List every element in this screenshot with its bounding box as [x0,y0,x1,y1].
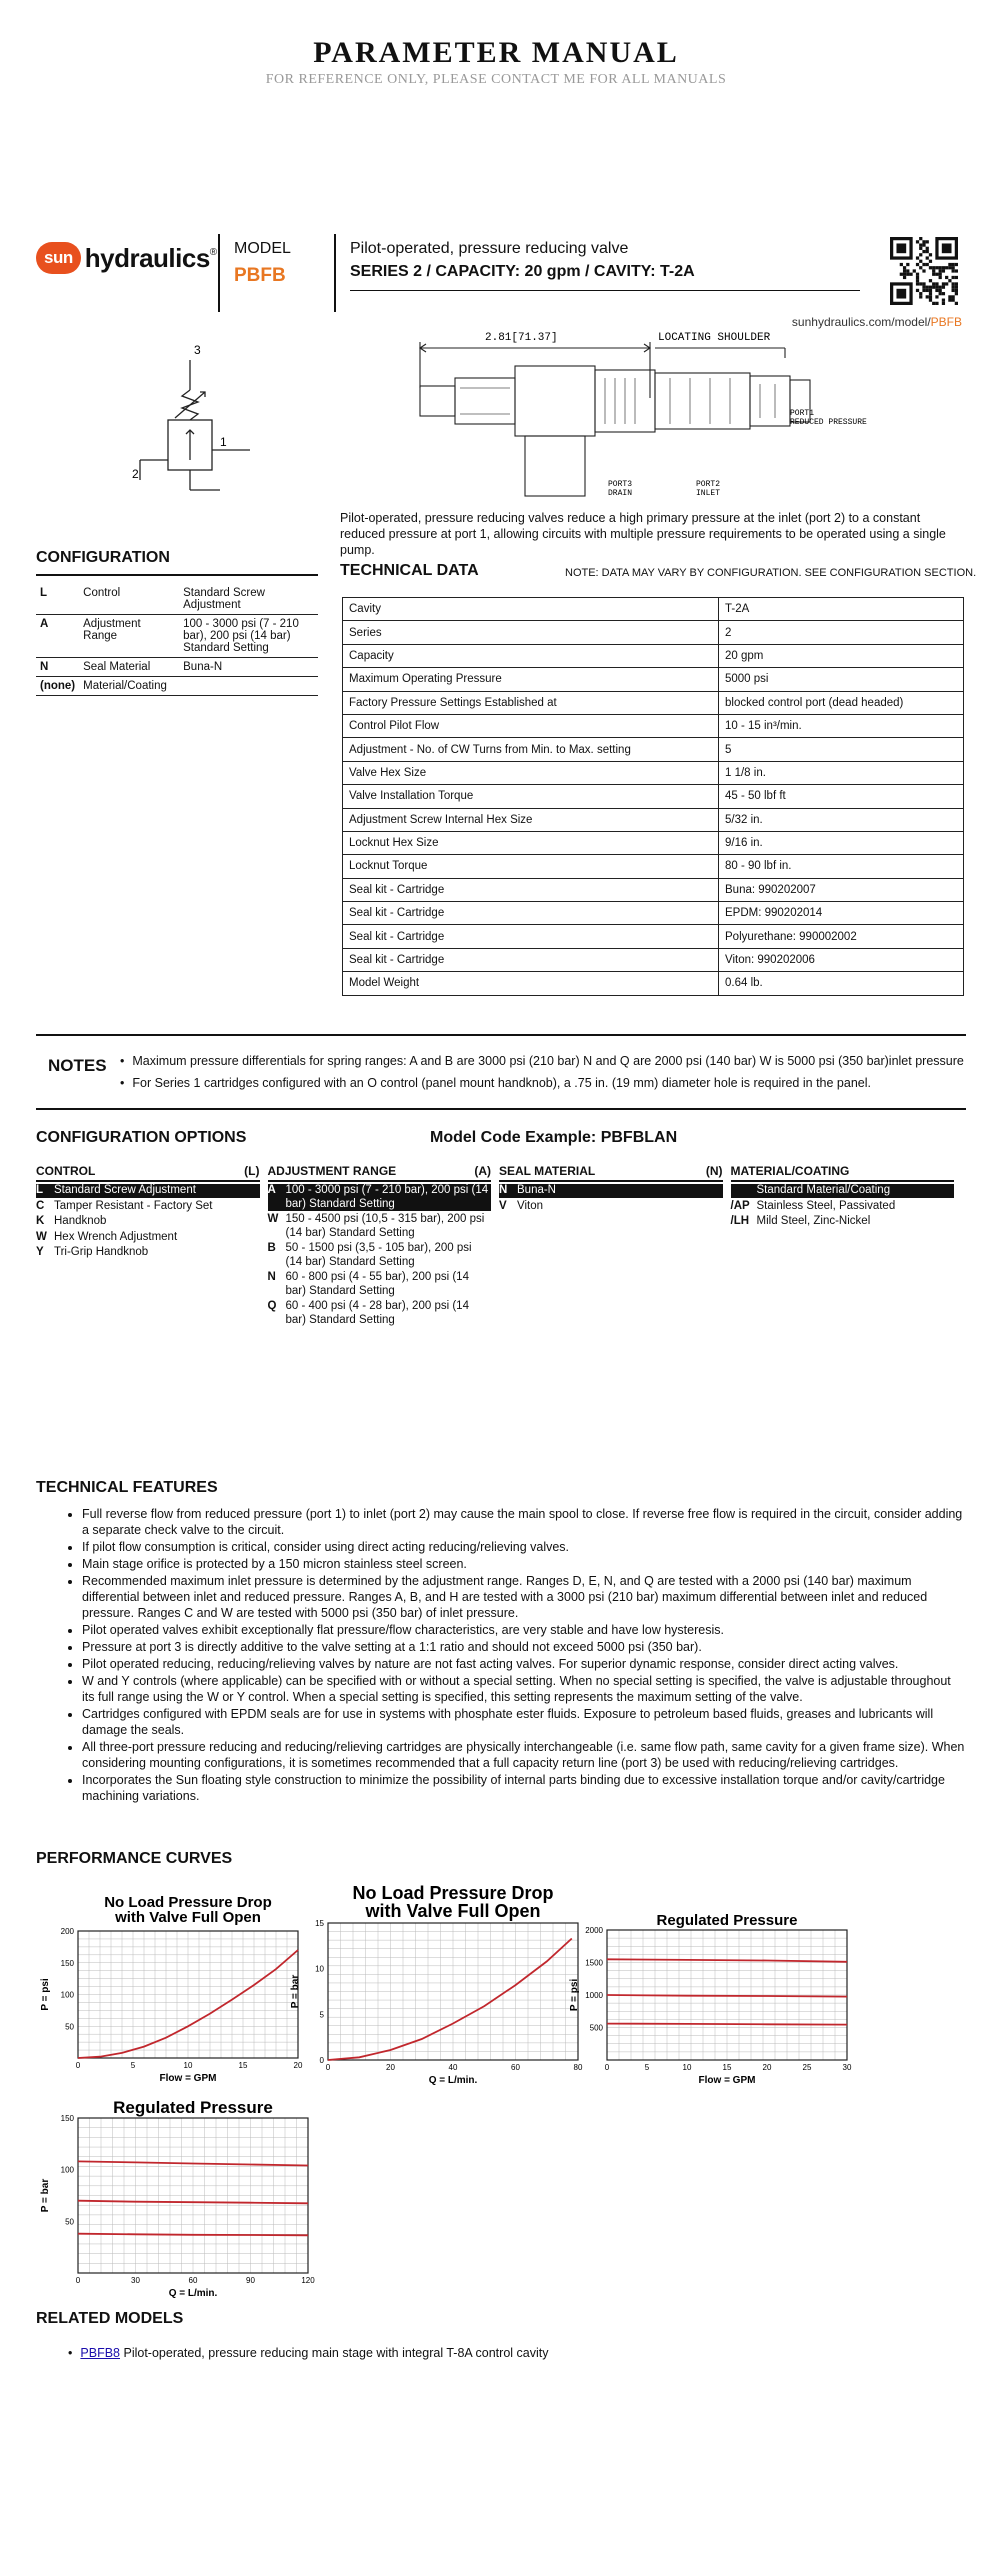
option-code: /AP [730,1199,750,1212]
technical-data-key: Control Pilot Flow [343,714,719,737]
y-tick-label: 50 [65,2217,74,2227]
technical-data-row [343,948,964,971]
config-option-title: ADJUSTMENT RANGE [267,1164,397,1178]
related-models [36,2310,548,2360]
x-tick-label: 30 [842,2063,852,2072]
technical-data-key: Series [343,621,719,644]
config-value: Buna-N [179,658,318,677]
feature-item: • If pilot flow consumption is critical, consider using direct acting reducing/relieving valves. [82,1539,966,1555]
y-tick-label: 10 [315,1964,324,1974]
config-option-column [36,1164,260,1327]
technical-data-value: 0.64 lb. [719,972,964,995]
config-name: Seal Material [79,658,179,677]
technical-data-value: Polyurethane: 990002002 [719,925,964,948]
symbol-port-3: 3 [194,343,201,357]
config-option-item [36,1200,260,1214]
configuration-row [36,584,318,615]
feature-item: • Incorporates the Sun floating style construction to minimize the possibility of internal parts binding due to excessive installation torque and/or cavity/cartridge machining variations. [82,1772,966,1804]
config-value: 100 - 3000 psi (7 - 210 bar), 200 psi (14 bar) Standard Setting [179,615,318,658]
technical-data-value: Buna: 990202007 [719,878,964,901]
x-tick-label: 0 [75,2061,81,2070]
related-model-text: Pilot-operated, pressure reducing main stage with integral T-8A control cavity [123,2346,549,2360]
option-text: Stainless Steel, Passivated [756,1199,896,1212]
divider [350,290,860,291]
config-option-title: CONTROL [36,1164,96,1178]
configuration-table [36,584,318,696]
x-tick-label: 10 [183,2061,193,2070]
config-option-column [731,1164,955,1327]
port2-sub: INLET [696,489,721,498]
x-axis-label: Q = L/min. [168,2288,218,2299]
x-tick-label: 0 [604,2063,610,2072]
note-item: • For Series 1 cartridges configured with an O control (panel mount handknob), a .75 in. (19 mm) diameter hole is required in the panel. [120,1072,964,1094]
y-tick-label: 2000 [585,1926,603,1935]
technical-data-key: Valve Installation Torque [343,785,719,808]
option-text: Buna-N [517,1184,556,1196]
config-option-item [36,1215,260,1229]
y-tick-label: 50 [65,2022,74,2032]
option-code: W [36,1230,47,1243]
x-tick-label: 0 [325,2063,331,2072]
option-text: Viton [517,1199,544,1212]
technical-data-key: Seal kit - Cartridge [343,902,719,925]
series-line [328,1939,572,2061]
x-tick-label: 20 [293,2061,303,2070]
config-option-header [36,1164,260,1182]
config-name: Control [79,584,179,615]
feature-item: • Pilot operated valves exhibit exceptionally flat pressure/flow characteristics, are very stable and have low hysteresis. [82,1622,966,1638]
x-tick-label: 60 [511,2063,520,2072]
port2-label: PORT2 [696,480,721,489]
y-tick-label: 100 [60,2165,74,2175]
technical-data-note: NOTE: DATA MAY VARY BY CONFIGURATION. SEE CONFIGURATION SECTION. [565,567,977,579]
page-title: PARAMETER MANUAL [313,36,679,69]
performance-chart [286,1885,586,2090]
logo-sun: sun [36,242,81,274]
technical-data-row [343,855,964,878]
chart-title: Regulated Pressure [656,1912,798,1929]
url-model: PBFB [930,315,962,329]
config-option-item [499,1200,723,1214]
config-name: Adjustment Range [79,615,179,658]
notes-list [120,1050,964,1094]
option-text: Standard Screw Adjustment [54,1184,196,1196]
option-code: W [267,1213,279,1225]
note-item: • Maximum pressure differentials for spring ranges: A and B are 3000 psi (210 bar) N and Q are 2000 psi (140 bar) W is 5000 psi (350 bar)inlet pressure [120,1050,964,1072]
option-text: Standard Material/Coating [756,1184,891,1196]
url-prefix: sunhydraulics.com/model/ [791,315,931,329]
option-text: 60 - 400 psi (4 - 28 bar), 200 psi (14 bar) Standard Setting [285,1300,469,1326]
product-description: Pilot-operated, pressure reducing valve [350,240,629,257]
config-option-item [268,1184,492,1211]
x-tick-label: 15 [722,2063,732,2072]
feature-item: • Main stage orifice is protected by a 150 micron stainless steel screen. [82,1556,966,1572]
qr-code-icon [890,236,958,306]
option-text: 50 - 1500 psi (3,5 - 105 bar), 200 psi (14 bar) Standard Setting [285,1242,472,1268]
technical-data-row [343,598,964,621]
x-tick-label: 40 [448,2063,458,2072]
intro-paragraph: Pilot-operated, pressure reducing valves reduce a high primary pressure at the inlet (port 2) to a constant reduced pressure at port 1, allowing circuits with multiple pressure requirements to be operated using a single pump. [340,511,946,557]
technical-data-row [343,621,964,644]
config-option-header [268,1164,492,1182]
config-option-item [268,1242,492,1269]
technical-data-key: Seal kit - Cartridge [343,878,719,901]
technical-data-key: Maximum Operating Pressure [343,668,719,691]
config-option-item [36,1246,260,1260]
related-models-title: RELATED MODELS [36,2310,184,2327]
config-code: (none) [36,677,79,696]
config-value: Standard Screw Adjustment [179,584,318,615]
page-subtitle: FOR REFERENCE ONLY, PLEASE CONTACT ME FOR ALL MANUALS [265,72,727,87]
technical-data-value: 5 [719,738,964,761]
y-axis-label: P = bar [40,2178,51,2213]
technical-features-list [82,1506,966,1804]
config-option-title: MATERIAL/COATING [730,1164,850,1178]
model-code-example: Model Code Example: PBFBLAN [430,1129,678,1146]
technical-data-row [343,831,964,854]
x-tick-label: 5 [130,2061,136,2070]
configuration-title: CONFIGURATION [36,549,170,566]
series-line [607,2024,847,2025]
logo-registered: ® [209,246,218,258]
technical-data-row [343,878,964,901]
y-tick-label: 1500 [585,1958,603,1968]
x-tick-label: 5 [644,2063,650,2072]
locating-shoulder-label: LOCATING SHOULDER [658,332,771,344]
divider [218,234,220,312]
x-tick-label: 20 [762,2063,772,2072]
option-text: 150 - 4500 psi (10,5 - 315 bar), 200 psi (14 bar) Standard Setting [285,1213,485,1239]
config-option-title: SEAL MATERIAL [499,1164,596,1178]
config-value [179,677,318,696]
config-options-columns [36,1164,954,1327]
performance-chart [36,1893,306,2088]
feature-item: • Full reverse flow from reduced pressure (port 1) to inlet (port 2) may cause the main spool to close. If reverse free flow is required in the circuit, consider adding a separate check valve to the circuit. [82,1506,966,1538]
config-option-item [268,1213,492,1240]
technical-data-row [343,902,964,925]
technical-data-value: 2 [719,621,964,644]
divider [36,1108,966,1110]
technical-data-row [343,714,964,737]
feature-item: • Recommended maximum inlet pressure is determined by the adjustment range. Ranges D, E, N, and Q are tested with a 2000 psi (140 bar) maximum differential between inlet and reduced pressure. Ranges A, B, and H are tested with a 3000 psi (210 bar) maximum differential between inlet and reduced pressure. Ranges C and W are tested with 5000 psi (350 bar) of inlet pressure. [82,1573,966,1621]
option-text: Handknob [54,1215,107,1227]
config-code: N [36,658,79,677]
config-option-code: (A) [474,1164,491,1178]
chart-title: No Load Pressure Drop with Valve Full Open [104,1894,272,1926]
technical-data-key: Seal kit - Cartridge [343,925,719,948]
feature-item: • W and Y controls (where applicable) can be specified with or without a special setting. When no special setting is specified, the valve is adjustable throughout its full range using the W or Y control. When a special setting is specified, this setting represents the maximum setting of the valve. [82,1673,966,1705]
sun-hydraulics-logo [36,242,217,274]
technical-data-row [343,972,964,995]
technical-data-key: Factory Pressure Settings Established at [343,691,719,714]
config-option-item [731,1200,955,1214]
option-code: Q [267,1300,277,1312]
option-text: Mild Steel, Zinc-Nickel [756,1215,871,1227]
option-code: C [36,1199,45,1212]
configuration-row [36,658,318,677]
technical-data-row [343,808,964,831]
config-options-title: CONFIGURATION OPTIONS [36,1129,247,1146]
technical-data-row [343,738,964,761]
y-axis-label: P = bar [290,1974,301,2009]
technical-data-key: Adjustment Screw Internal Hex Size [343,808,719,831]
technical-data-title: TECHNICAL DATA [340,562,479,579]
y-tick-label: 15 [315,1919,324,1928]
x-tick-label: 20 [386,2063,395,2072]
related-model-item: • PBFB8 Pilot-operated, pressure reducing main stage with integral T-8A control cavity [68,2346,549,2360]
option-text: Hex Wrench Adjustment [54,1230,178,1243]
technical-data-key: Model Weight [343,972,719,995]
technical-data-value: 5000 psi [719,668,964,691]
config-option-item [499,1184,723,1198]
y-tick-label: 0 [319,2056,324,2065]
x-tick-label: 80 [573,2063,583,2072]
model-label: MODEL [234,240,291,257]
x-tick-label: 10 [682,2063,692,2072]
performance-curves-title: PERFORMANCE CURVES [36,1850,233,1867]
technical-data-row [343,691,964,714]
config-option-header [499,1164,723,1182]
config-code: L [36,584,79,615]
config-option-item [731,1215,955,1229]
y-axis-label: P = psi [40,1978,51,2011]
option-code: N [499,1184,508,1196]
notes-title: NOTES [48,1056,107,1075]
x-axis-label: Q = L/min. [428,2075,478,2086]
technical-features-title: TECHNICAL FEATURES [36,1479,218,1496]
technical-features [36,1480,966,1805]
x-tick-label: 90 [246,2276,255,2285]
technical-data-row [343,761,964,784]
x-axis-label: Flow = GPM [698,2075,756,2086]
technical-data-table [342,597,964,996]
configuration-row [36,677,318,696]
performance-chart [36,2093,316,2303]
config-option-item [268,1300,492,1327]
technical-data-key: Capacity [343,644,719,667]
config-option-column [268,1164,492,1327]
technical-data-key: Valve Hex Size [343,761,719,784]
symbol-port-2: 2 [132,467,139,481]
feature-item: • Cartridges configured with EPDM seals are for use in systems with phosphate ester fluids. Exposure to petroleum based fluids, greases and lubricants will damage the seals. [82,1706,966,1738]
related-model-link[interactable]: PBFB8 [80,2346,120,2360]
divider [334,234,336,312]
technical-data-value: 10 - 15 in³/min. [719,714,964,737]
technical-data-value: 9/16 in. [719,831,964,854]
technical-data-value: 20 gpm [719,644,964,667]
option-code: Y [36,1246,44,1258]
feature-item: • All three-port pressure reducing and reducing/relieving cartridges are physically interchangeable (i.e. same flow path, same cavity for a given frame size). When considering mounting configurations, it is sometimes recommended that a full capacity return line (port 3) be used with reducing/relieving cartridges. [82,1739,966,1771]
model-value: PBFB [234,265,286,286]
y-tick-label: 5 [319,2010,324,2020]
x-tick-label: 120 [301,2276,315,2285]
y-tick-label: 150 [60,1958,74,1968]
config-option-item [731,1184,955,1198]
config-option-code: (L) [244,1164,260,1178]
option-code: B [267,1242,276,1254]
divider [36,574,318,576]
technical-data-value: blocked control port (dead headed) [719,691,964,714]
cartridge-drawing [400,318,910,503]
logo-hydraulics: hydraulics [84,242,210,273]
hydraulic-symbol [120,330,270,510]
y-tick-label: 1000 [585,1991,603,2000]
dimension-label: 2.81[71.37] [485,332,558,344]
product-series-line: SERIES 2 / CAPACITY: 20 gpm / CAVITY: T-2A [350,263,695,280]
chart-title: No Load Pressure Drop with Valve Full Open [352,1885,554,1921]
config-option-item [36,1231,260,1245]
technical-data-row [343,668,964,691]
option-code: L [36,1184,44,1196]
config-option-item [36,1184,260,1198]
technical-data-value: 45 - 50 lbf ft [719,785,964,808]
config-option-header [731,1164,955,1182]
technical-data-key: Cavity [343,598,719,621]
technical-data-row [343,644,964,667]
technical-data-row [343,785,964,808]
x-tick-label: 0 [75,2276,81,2285]
feature-item: • Pilot operated reducing, reducing/relieving valves by nature are not fast acting valves. For superior dynamic response, consider direct acting valves. [82,1656,966,1672]
option-code: /LH [730,1215,750,1227]
y-tick-label: 150 [60,2114,74,2123]
symbol-port-1: 1 [220,435,227,449]
y-axis-label: P = psi [569,1978,580,2012]
configuration-row [36,615,318,658]
config-code: A [36,615,79,658]
config-option-column [499,1164,723,1327]
option-code: N [267,1271,276,1283]
technical-data-row [343,925,964,948]
technical-data-key: Seal kit - Cartridge [343,948,719,971]
config-name: Material/Coating [79,677,179,696]
x-tick-label: 60 [188,2276,198,2285]
x-tick-label: 30 [131,2276,140,2285]
technical-data-value: EPDM: 990202014 [719,902,964,925]
config-option-item [268,1271,492,1298]
chart-title: Regulated Pressure [113,2098,273,2117]
feature-item: • Pressure at port 3 is directly additive to the valve setting at a 1:1 ratio and should not exceed 5000 psi (350 bar). [82,1639,966,1655]
option-text: Tamper Resistant - Factory Set [54,1199,213,1212]
technical-data-key: Locknut Hex Size [343,831,719,854]
option-text: 60 - 800 psi (4 - 55 bar), 200 psi (14 bar) Standard Setting [285,1271,469,1297]
technical-data-key: Locknut Torque [343,855,719,878]
y-tick-label: 100 [60,1990,74,2000]
option-code: V [499,1199,507,1212]
divider [36,1034,966,1036]
option-code: A [267,1184,276,1196]
x-axis-label: Flow = GPM [159,2073,217,2084]
config-option-code: (N) [705,1164,723,1178]
port3-sub: DRAIN [608,489,633,498]
technical-data-value: Viton: 990202006 [719,948,964,971]
x-tick-label: 15 [238,2061,248,2070]
technical-data-value: T-2A [719,598,964,621]
x-tick-label: 25 [802,2063,812,2072]
port1-sub: REDUCED PRESSURE [790,418,867,427]
option-text: Tri-Grip Handknob [54,1246,149,1258]
y-tick-label: 500 [589,2023,603,2033]
technical-data-value: 5/32 in. [719,808,964,831]
option-code-empty [731,1184,757,1198]
port1-label: PORT1 [790,409,815,418]
technical-data-key: Adjustment - No. of CW Turns from Min. to Max. setting [343,738,719,761]
performance-chart [565,1910,855,2090]
option-text: 100 - 3000 psi (7 - 210 bar), 200 psi (14 bar) Standard Setting [285,1184,489,1210]
technical-data-value: 80 - 90 lbf in. [719,855,964,878]
y-tick-label: 200 [60,1927,74,1936]
port3-label: PORT3 [608,480,633,489]
option-code: K [36,1215,45,1227]
technical-data-value: 1 1/8 in. [719,761,964,784]
